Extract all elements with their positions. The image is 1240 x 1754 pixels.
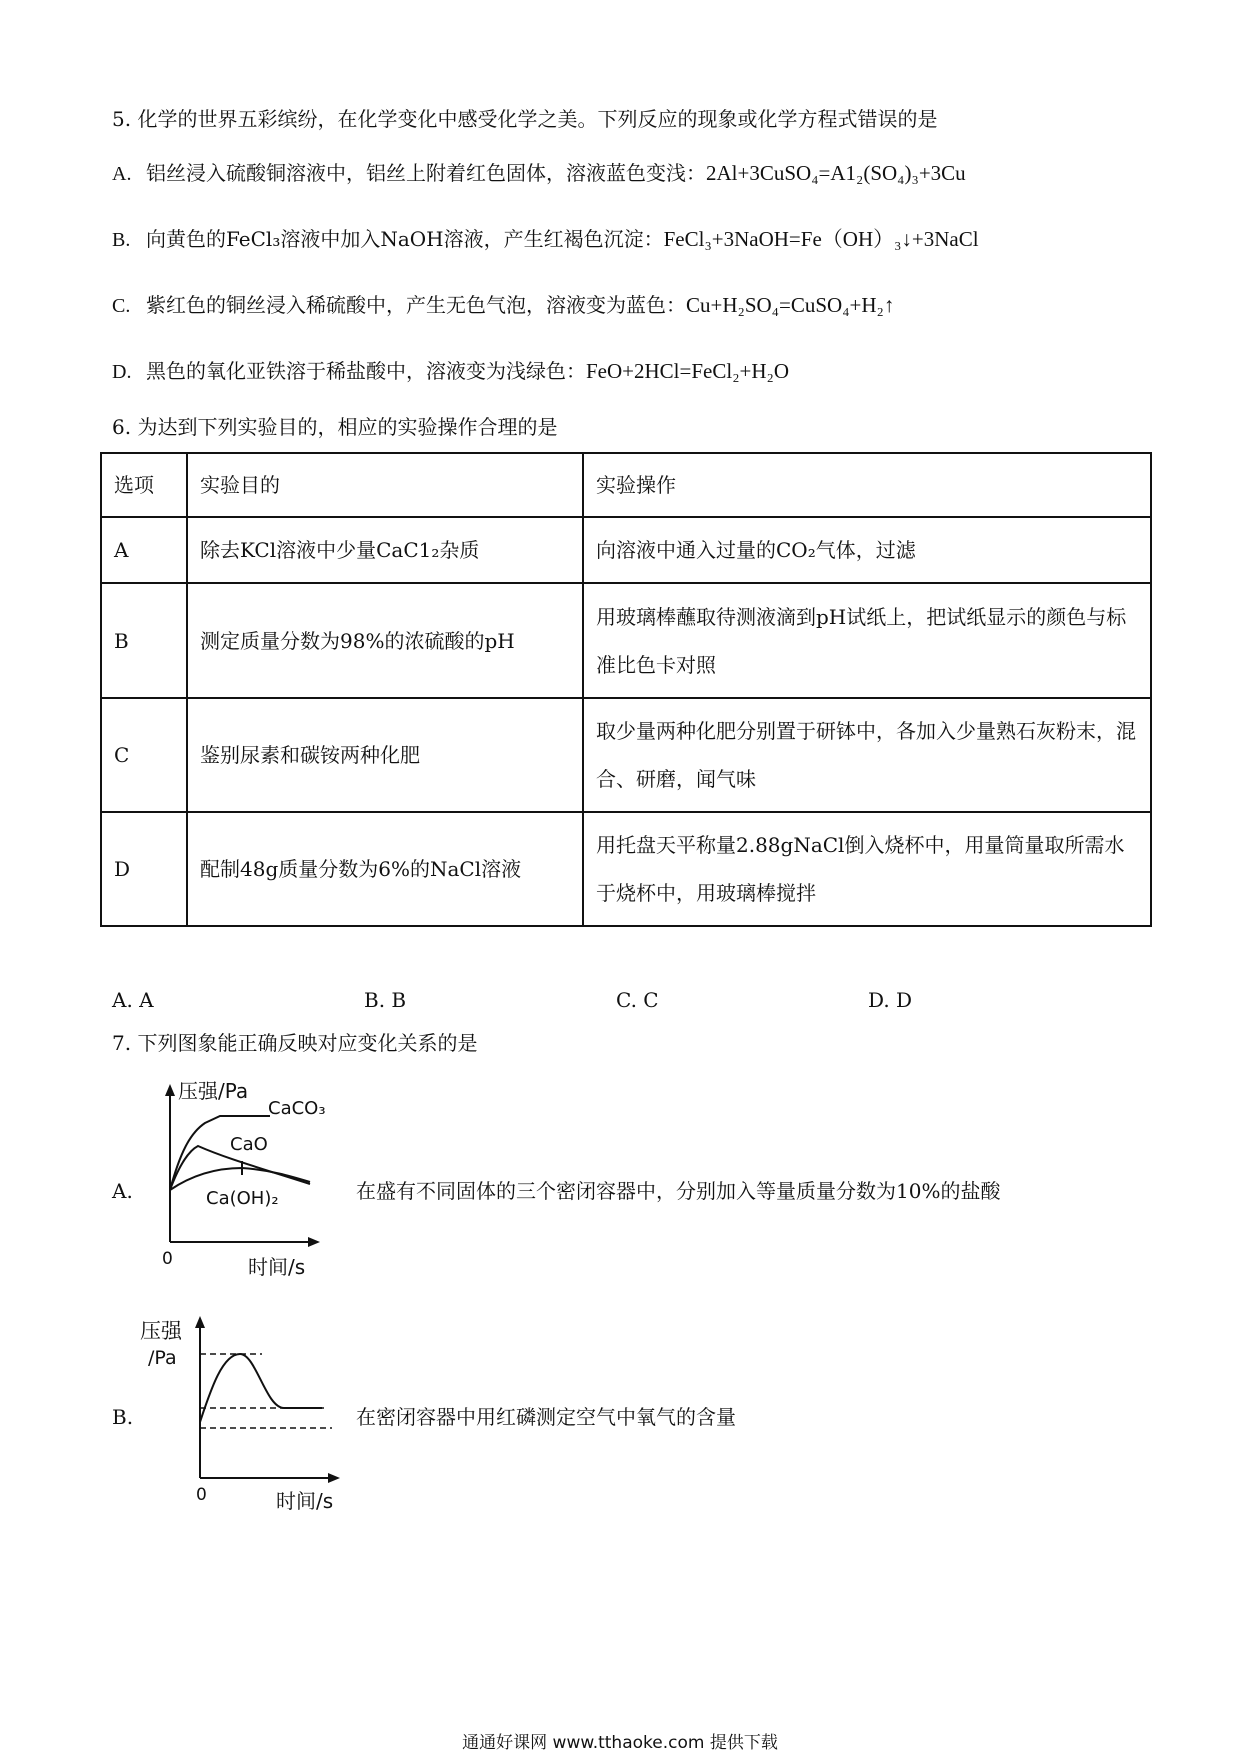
q5-option-d: D. 黑色的氧化亚铁溶于稀盐酸中，溶液变为浅绿色：FeO+2HCl=FeCl₂+H₂O — [112, 359, 790, 383]
table-header-row — [101, 453, 1151, 517]
pressure-curve — [200, 1354, 322, 1422]
y-axis-label-1: 压强 — [140, 1319, 182, 1343]
answer-choice-a: A. A — [112, 988, 154, 1012]
series-label-caco3: CaCO₃ — [268, 1098, 326, 1119]
table-cell-purpose: 除去KCl溶液中少量CaC1₂杂质 — [187, 517, 583, 583]
q7-option-b-graph — [136, 1312, 356, 1512]
q5-option-a: A. 铝丝浸入硫酸铜溶液中，铝丝上附着红色固体，溶液蓝色变浅：2Al+3CuSO₄=A1₂(SO₄)₃+3Cu — [112, 161, 966, 185]
answer-choice-c: C. C — [616, 988, 659, 1012]
q5-stem: 5. 化学的世界五彩缤纷，在化学变化中感受化学之美。下列反应的现象或化学方程式错误的是 — [112, 107, 938, 131]
q5-option-c: C. 紫红色的铜丝浸入稀硫酸中，产生无色气泡，溶液变为蓝色：Cu+H₂SO₄=CuSO₄+H₂↑ — [112, 293, 895, 317]
x-axis-label: 时间/s — [276, 1489, 334, 1512]
q7-option-a-description: 在盛有不同固体的三个密闭容器中，分别加入等量质量分数为10%的盐酸 — [356, 1179, 1001, 1203]
table-cell-option: C — [101, 698, 187, 812]
q7-option-a-graph — [150, 1078, 350, 1278]
origin-label: 0 — [162, 1249, 173, 1269]
table-cell-operation: 用托盘天平称量2.88gNaCl倒入烧杯中，用量筒量取所需水于烧杯中，用玻璃棒搅拌 — [583, 812, 1151, 926]
table-cell-operation: 取少量两种化肥分别置于研钵中，各加入少量熟石灰粉末，混合、研磨，闻气味 — [583, 698, 1151, 812]
table-cell-option: D — [101, 812, 187, 926]
table-header-cell: 选项 — [101, 453, 187, 517]
q7-option-b-description: 在密闭容器中用红磷测定空气中氧气的含量 — [356, 1405, 736, 1429]
table-cell-operation: 用玻璃棒蘸取待测液滴到pH试纸上，把试纸显示的颜色与标准比色卡对照 — [583, 583, 1151, 698]
q7-option-b-label: B. — [112, 1405, 134, 1429]
table-row — [101, 583, 1151, 698]
series-label-caoh2: Ca(OH)₂ — [206, 1188, 279, 1209]
page-footer: 通通好课网 www.tthaoke.com 提供下载 — [462, 1733, 778, 1753]
q7-option-a-label: A. — [112, 1179, 133, 1203]
table-row — [101, 698, 1151, 812]
answer-choice-d: D. D — [868, 988, 913, 1012]
table-header-cell: 实验目的 — [187, 453, 583, 517]
table-cell-operation: 向溶液中通入过量的CO₂气体，过滤 — [583, 517, 1151, 583]
q5-option-d-equation: FeO+2HCl=FeCl₂+H₂O — [586, 359, 790, 383]
q6-stem: 6. 为达到下列实验目的，相应的实验操作合理的是 — [112, 415, 558, 439]
q5-option-c-equation: Cu+H₂SO₄=CuSO₄+H₂↑ — [686, 293, 895, 317]
table-cell-purpose: 测定质量分数为98%的浓硫酸的pH — [187, 583, 583, 698]
q5-option-a-equation: 2Al+3CuSO₄=A1₂(SO₄)₃+3Cu — [706, 161, 966, 185]
x-axis-label: 时间/s — [248, 1255, 306, 1278]
table-row — [101, 812, 1151, 926]
table-header-cell: 实验操作 — [583, 453, 1151, 517]
q7-stem: 7. 下列图象能正确反映对应变化关系的是 — [112, 1031, 478, 1055]
y-axis-label: 压强/Pa — [178, 1079, 249, 1103]
q5-option-b: B. 向黄色的FeCl₃溶液中加入NaOH溶液，产生红褐色沉淀：FeCl₃+3NaOH=Fe（OH）₃↓+3NaCl — [112, 227, 979, 251]
table-cell-option: B — [101, 583, 187, 698]
q5-option-b-equation: FeCl₃+3NaOH=Fe（OH）₃↓+3NaCl — [663, 227, 979, 251]
table-cell-purpose: 鉴别尿素和碳铵两种化肥 — [187, 698, 583, 812]
table-row — [101, 517, 1151, 583]
table-cell-purpose: 配制48g质量分数为6%的NaCl溶液 — [187, 812, 583, 926]
series-label-cao: CaO — [230, 1134, 268, 1155]
origin-label: 0 — [196, 1485, 207, 1505]
y-axis-label-2: /Pa — [148, 1347, 177, 1369]
curve-caoh2 — [170, 1168, 310, 1190]
answer-choice-b: B. B — [364, 988, 407, 1012]
table-cell-option: A — [101, 517, 187, 583]
experiment-table — [100, 452, 1152, 927]
